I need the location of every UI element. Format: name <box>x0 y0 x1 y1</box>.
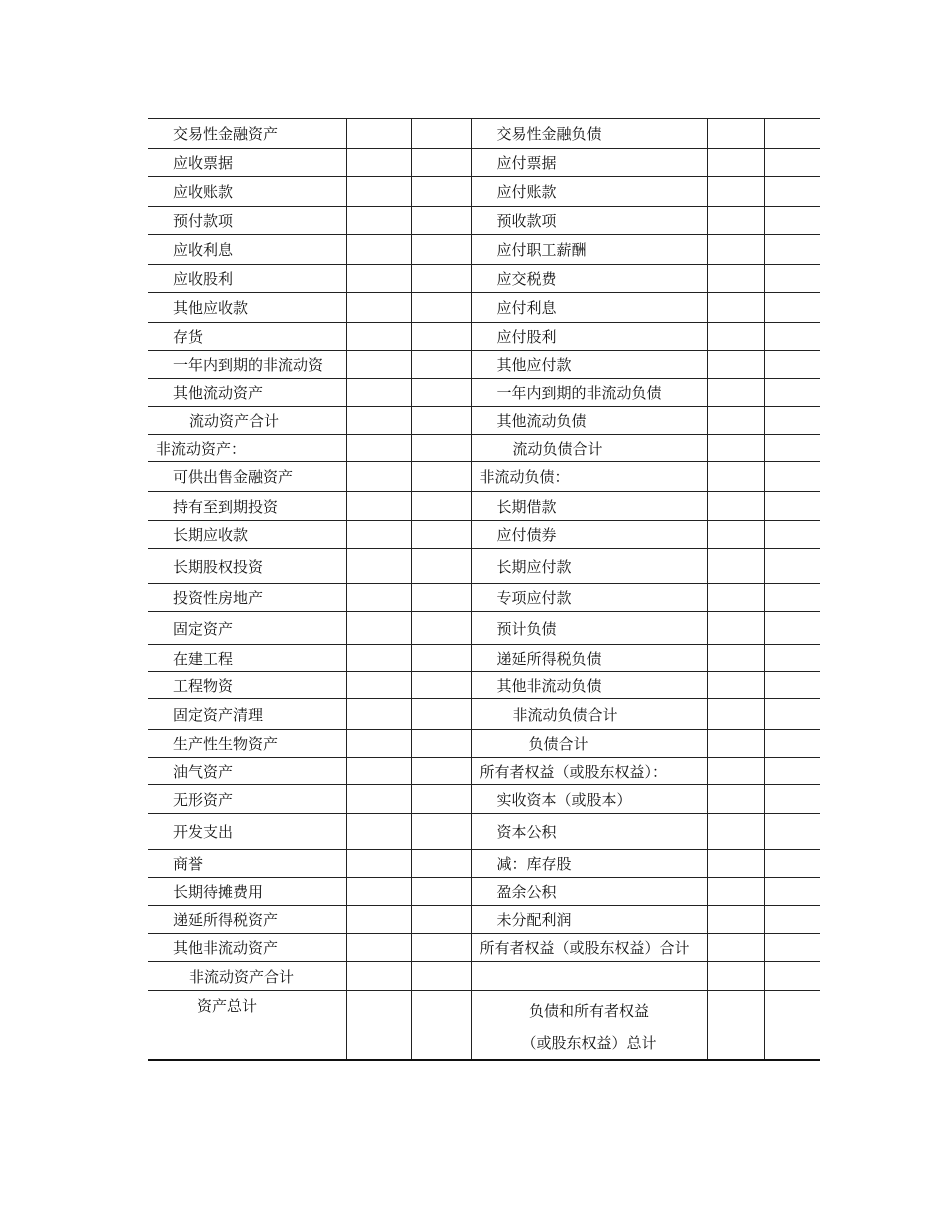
asset-value-ending[interactable] <box>346 962 411 991</box>
asset-item-label: 非流动资产合计 <box>148 962 346 991</box>
table-row <box>148 379 820 407</box>
total-liabilities-equity-value-ending[interactable] <box>707 991 764 1061</box>
asset-value-ending[interactable] <box>346 207 411 235</box>
liability-item-label: 所有者权益（或股东权益）合计 <box>471 934 707 962</box>
liability-value-beginning[interactable] <box>764 699 820 730</box>
table-row <box>148 521 820 549</box>
asset-value-beginning[interactable] <box>411 235 471 265</box>
asset-item-label: 应收票据 <box>148 149 346 177</box>
table-row <box>148 672 820 699</box>
table-row <box>148 462 820 492</box>
table-row <box>148 699 820 730</box>
liability-item-label: 盈余公积 <box>471 878 707 906</box>
asset-item-label: 持有至到期投资 <box>148 492 346 521</box>
liability-value-ending[interactable] <box>707 323 764 351</box>
liability-value-beginning[interactable] <box>764 934 820 962</box>
table-body <box>148 119 820 991</box>
liability-item-label: 长期应付款 <box>471 549 707 584</box>
total-liabilities-equity-line2: （或股东权益）总计 <box>521 1034 657 1052</box>
liability-item-label: 应付债券 <box>471 521 707 549</box>
liability-value-beginning[interactable] <box>764 672 820 699</box>
asset-value-ending[interactable] <box>346 177 411 207</box>
liability-value-beginning[interactable] <box>764 177 820 207</box>
table-row <box>148 265 820 293</box>
table-row <box>148 207 820 235</box>
asset-item-label: 应收利息 <box>148 235 346 265</box>
total-assets-label: 资产总计 <box>148 991 346 1061</box>
asset-value-beginning[interactable] <box>411 758 471 785</box>
asset-value-beginning[interactable] <box>411 149 471 177</box>
liability-value-ending[interactable] <box>707 814 764 850</box>
asset-value-beginning[interactable] <box>411 265 471 293</box>
asset-value-ending[interactable] <box>346 407 411 435</box>
asset-value-beginning[interactable] <box>411 906 471 934</box>
table-row <box>148 934 820 962</box>
liability-value-beginning[interactable] <box>764 351 820 379</box>
asset-item-label: 应收股利 <box>148 265 346 293</box>
liability-item-label: 减：库存股 <box>471 850 707 878</box>
asset-item-label: 长期应收款 <box>148 521 346 549</box>
asset-item-label: 应收账款 <box>148 177 346 207</box>
liability-value-beginning[interactable] <box>764 549 820 584</box>
balance-sheet <box>148 118 820 1061</box>
liability-item-label: 应付票据 <box>471 149 707 177</box>
liability-value-beginning[interactable] <box>764 379 820 407</box>
asset-value-ending[interactable] <box>346 492 411 521</box>
asset-item-label: 其他流动资产 <box>148 379 346 407</box>
asset-value-ending[interactable] <box>346 785 411 814</box>
liability-item-label: 所有者权益（或股东权益）： <box>471 758 707 785</box>
table-row <box>148 612 820 645</box>
asset-item-label: 一年内到期的非流动资 <box>148 351 346 379</box>
liability-value-beginning[interactable] <box>764 293 820 323</box>
asset-item-label: 交易性金融资产 <box>148 119 346 149</box>
liability-item-label: 应付利息 <box>471 293 707 323</box>
liability-value-ending[interactable] <box>707 906 764 934</box>
liability-value-beginning[interactable] <box>764 612 820 645</box>
asset-item-label: 生产性生物资产 <box>148 730 346 758</box>
asset-value-ending[interactable] <box>346 119 411 149</box>
asset-value-ending[interactable] <box>346 699 411 730</box>
liability-value-beginning[interactable] <box>764 323 820 351</box>
liability-value-beginning[interactable] <box>764 906 820 934</box>
liability-item-label: 非流动负债： <box>471 462 707 492</box>
total-row <box>148 991 820 1061</box>
asset-value-ending[interactable] <box>346 878 411 906</box>
table-row <box>148 730 820 758</box>
asset-value-ending[interactable] <box>346 906 411 934</box>
asset-value-ending[interactable] <box>346 814 411 850</box>
table-row <box>148 645 820 672</box>
table-row <box>148 351 820 379</box>
asset-item-label: 预付款项 <box>148 207 346 235</box>
asset-value-ending[interactable] <box>346 584 411 612</box>
liability-value-beginning[interactable] <box>764 492 820 521</box>
asset-value-beginning[interactable] <box>411 207 471 235</box>
asset-value-beginning[interactable] <box>411 462 471 492</box>
liability-item-label: 其他流动负债 <box>471 407 707 435</box>
asset-value-ending[interactable] <box>346 521 411 549</box>
liability-item-label: 应付职工薪酬 <box>471 235 707 265</box>
liability-value-ending[interactable] <box>707 435 764 462</box>
liability-value-beginning[interactable] <box>764 962 820 991</box>
asset-value-beginning[interactable] <box>411 351 471 379</box>
liability-value-beginning[interactable] <box>764 119 820 149</box>
asset-item-label: 递延所得税资产 <box>148 906 346 934</box>
liability-item-label: 应付股利 <box>471 323 707 351</box>
asset-value-beginning[interactable] <box>411 379 471 407</box>
liability-value-beginning[interactable] <box>764 265 820 293</box>
liability-item-label: 长期借款 <box>471 492 707 521</box>
liability-value-beginning[interactable] <box>764 435 820 462</box>
asset-value-ending[interactable] <box>346 149 411 177</box>
table-row <box>148 878 820 906</box>
table-row <box>148 549 820 584</box>
liability-item-label: 专项应付款 <box>471 584 707 612</box>
table-row <box>148 584 820 612</box>
asset-value-beginning[interactable] <box>411 814 471 850</box>
table-row <box>148 293 820 323</box>
liability-value-beginning[interactable] <box>764 584 820 612</box>
asset-value-beginning[interactable] <box>411 645 471 672</box>
asset-item-label: 在建工程 <box>148 645 346 672</box>
liability-value-ending[interactable] <box>707 293 764 323</box>
table-row <box>148 407 820 435</box>
asset-value-ending[interactable] <box>346 730 411 758</box>
liability-item-label: 实收资本（或股本） <box>471 785 707 814</box>
asset-item-label: 固定资产清理 <box>148 699 346 730</box>
asset-item-label: 可供出售金融资产 <box>148 462 346 492</box>
asset-value-beginning[interactable] <box>411 962 471 991</box>
table-row <box>148 758 820 785</box>
asset-value-beginning[interactable] <box>411 699 471 730</box>
liability-value-ending[interactable] <box>707 699 764 730</box>
asset-value-ending[interactable] <box>346 850 411 878</box>
liability-item-label: 交易性金融负债 <box>471 119 707 149</box>
liability-value-ending[interactable] <box>707 730 764 758</box>
asset-value-beginning[interactable] <box>411 492 471 521</box>
balance-sheet-table <box>148 118 820 1061</box>
table-row <box>148 814 820 850</box>
asset-value-ending[interactable] <box>346 265 411 293</box>
asset-value-ending[interactable] <box>346 435 411 462</box>
liability-value-beginning[interactable] <box>764 850 820 878</box>
liability-item-label: 递延所得税负债 <box>471 645 707 672</box>
liability-item-label: 应付账款 <box>471 177 707 207</box>
liability-item-label: 其他应付款 <box>471 351 707 379</box>
asset-value-ending[interactable] <box>346 612 411 645</box>
liability-value-ending[interactable] <box>707 962 764 991</box>
asset-value-beginning[interactable] <box>411 612 471 645</box>
asset-value-beginning[interactable] <box>411 407 471 435</box>
liability-value-ending[interactable] <box>707 149 764 177</box>
liability-item-label <box>471 962 707 991</box>
asset-value-beginning[interactable] <box>411 730 471 758</box>
asset-value-beginning[interactable] <box>411 850 471 878</box>
liability-value-ending[interactable] <box>707 207 764 235</box>
asset-value-beginning[interactable] <box>411 435 471 462</box>
asset-value-ending[interactable] <box>346 235 411 265</box>
liability-value-beginning[interactable] <box>764 235 820 265</box>
liability-value-ending[interactable] <box>707 549 764 584</box>
liability-value-ending[interactable] <box>707 645 764 672</box>
liability-value-ending[interactable] <box>707 492 764 521</box>
asset-item-label: 工程物资 <box>148 672 346 699</box>
liability-value-ending[interactable] <box>707 850 764 878</box>
liability-value-ending[interactable] <box>707 119 764 149</box>
asset-item-label: 长期股权投资 <box>148 549 346 584</box>
asset-value-beginning[interactable] <box>411 119 471 149</box>
asset-value-beginning[interactable] <box>411 549 471 584</box>
asset-value-beginning[interactable] <box>411 177 471 207</box>
liability-value-beginning[interactable] <box>764 207 820 235</box>
table-row <box>148 962 820 991</box>
table-row <box>148 906 820 934</box>
asset-value-beginning[interactable] <box>411 785 471 814</box>
liability-item-label: 预计负债 <box>471 612 707 645</box>
asset-item-label: 非流动资产： <box>148 435 346 462</box>
asset-item-label: 投资性房地产 <box>148 584 346 612</box>
table-row <box>148 850 820 878</box>
table-row <box>148 119 820 149</box>
liability-value-ending[interactable] <box>707 351 764 379</box>
asset-value-ending[interactable] <box>346 323 411 351</box>
asset-value-ending[interactable] <box>346 351 411 379</box>
liability-value-ending[interactable] <box>707 235 764 265</box>
liability-value-ending[interactable] <box>707 878 764 906</box>
liability-value-ending[interactable] <box>707 785 764 814</box>
asset-value-ending[interactable] <box>346 379 411 407</box>
asset-value-beginning[interactable] <box>411 584 471 612</box>
table-row <box>148 235 820 265</box>
asset-value-beginning[interactable] <box>411 323 471 351</box>
table-row <box>148 785 820 814</box>
asset-value-ending[interactable] <box>346 549 411 584</box>
asset-value-beginning[interactable] <box>411 934 471 962</box>
liability-value-beginning[interactable] <box>764 407 820 435</box>
asset-value-beginning[interactable] <box>411 521 471 549</box>
asset-item-label: 流动资产合计 <box>148 407 346 435</box>
asset-value-ending[interactable] <box>346 293 411 323</box>
asset-value-ending[interactable] <box>346 645 411 672</box>
asset-value-ending[interactable] <box>346 462 411 492</box>
liability-value-ending[interactable] <box>707 379 764 407</box>
table-row <box>148 149 820 177</box>
total-liabilities-equity-line1: 负债和所有者权益 <box>528 1002 649 1020</box>
liability-item-label: 资本公积 <box>471 814 707 850</box>
liability-item-label: 非流动负债合计 <box>471 699 707 730</box>
asset-item-label: 商誉 <box>148 850 346 878</box>
liability-item-label: 负债合计 <box>471 730 707 758</box>
liability-value-ending[interactable] <box>707 462 764 492</box>
liability-value-ending[interactable] <box>707 934 764 962</box>
asset-value-ending[interactable] <box>346 934 411 962</box>
liability-value-ending[interactable] <box>707 584 764 612</box>
table-row <box>148 492 820 521</box>
liability-value-beginning[interactable] <box>764 785 820 814</box>
liability-value-ending[interactable] <box>707 177 764 207</box>
total-assets-value-ending[interactable] <box>346 991 411 1061</box>
asset-item-label: 固定资产 <box>148 612 346 645</box>
total-assets-value-beginning[interactable] <box>411 991 471 1061</box>
liability-value-ending[interactable] <box>707 758 764 785</box>
liability-value-ending[interactable] <box>707 265 764 293</box>
asset-item-label: 长期待摊费用 <box>148 878 346 906</box>
total-liabilities-equity-label <box>471 991 707 1061</box>
asset-value-beginning[interactable] <box>411 878 471 906</box>
total-liabilities-equity-value-beginning[interactable] <box>764 991 820 1061</box>
liability-value-ending[interactable] <box>707 672 764 699</box>
liability-value-beginning[interactable] <box>764 758 820 785</box>
asset-value-beginning[interactable] <box>411 293 471 323</box>
liability-value-beginning[interactable] <box>764 521 820 549</box>
liability-value-beginning[interactable] <box>764 645 820 672</box>
liability-value-beginning[interactable] <box>764 462 820 492</box>
liability-value-ending[interactable] <box>707 521 764 549</box>
liability-item-label: 一年内到期的非流动负债 <box>471 379 707 407</box>
liability-item-label: 应交税费 <box>471 265 707 293</box>
liability-item-label: 其他非流动负债 <box>471 672 707 699</box>
asset-item-label: 油气资产 <box>148 758 346 785</box>
table-row <box>148 435 820 462</box>
liability-item-label: 流动负债合计 <box>471 435 707 462</box>
liability-value-beginning[interactable] <box>764 814 820 850</box>
asset-item-label: 其他非流动资产 <box>148 934 346 962</box>
liability-value-beginning[interactable] <box>764 878 820 906</box>
asset-item-label: 无形资产 <box>148 785 346 814</box>
liability-value-beginning[interactable] <box>764 149 820 177</box>
table-row <box>148 177 820 207</box>
asset-item-label: 存货 <box>148 323 346 351</box>
table-row <box>148 323 820 351</box>
liability-value-beginning[interactable] <box>764 730 820 758</box>
liability-value-ending[interactable] <box>707 612 764 645</box>
asset-value-beginning[interactable] <box>411 672 471 699</box>
asset-item-label: 开发支出 <box>148 814 346 850</box>
asset-value-ending[interactable] <box>346 758 411 785</box>
liability-item-label: 未分配利润 <box>471 906 707 934</box>
liability-item-label: 预收款项 <box>471 207 707 235</box>
liability-value-ending[interactable] <box>707 407 764 435</box>
asset-value-ending[interactable] <box>346 672 411 699</box>
asset-item-label: 其他应收款 <box>148 293 346 323</box>
